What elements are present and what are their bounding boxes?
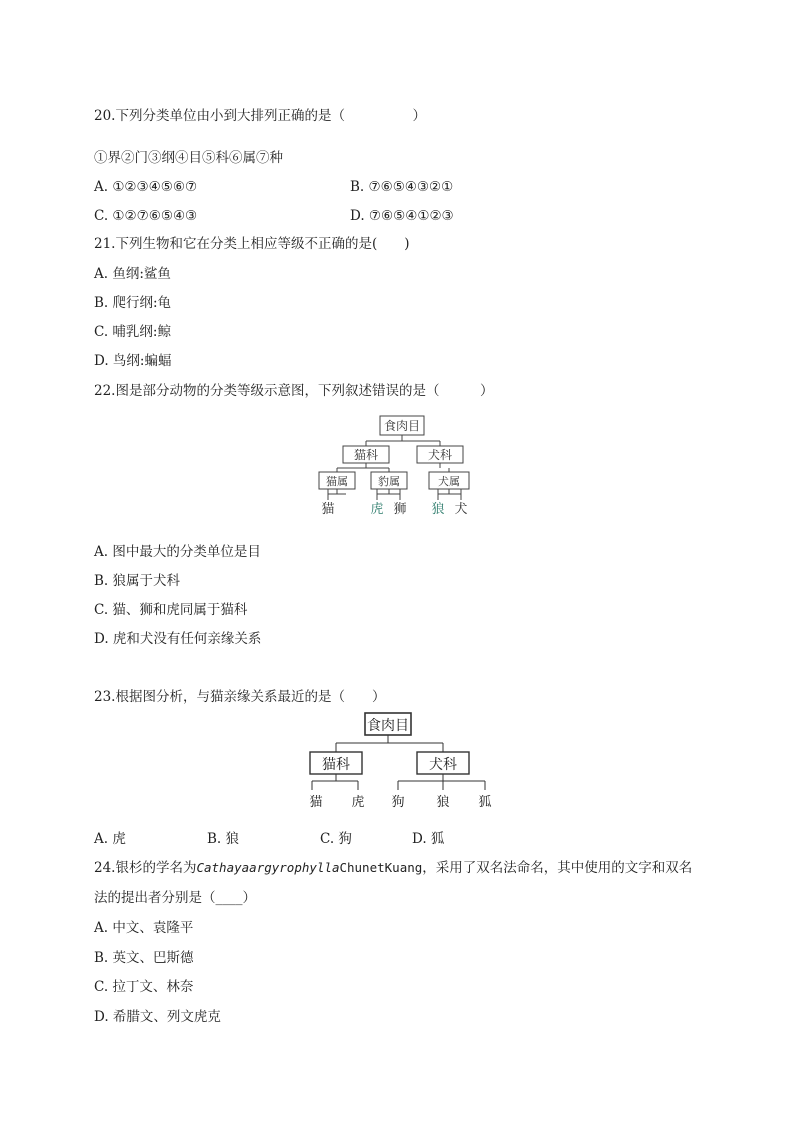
q22-node-family-cat: 猫科 bbox=[353, 448, 379, 462]
q21-option-b[interactable]: B. 爬行纲:龟 bbox=[94, 295, 172, 311]
q22-node-genus-panthera: 豹属 bbox=[378, 475, 400, 488]
q20-option-d[interactable]: D. ⑦⑥⑤④①②③ bbox=[350, 208, 454, 224]
q21-option-d[interactable]: D. 鸟纲:蝙蝠 bbox=[94, 353, 172, 369]
q23-node-family-dog: 犬科 bbox=[429, 757, 457, 773]
q23-leaf-wolf: 狼 bbox=[436, 795, 450, 810]
q23-option-a[interactable]: A. 虎 bbox=[94, 831, 126, 847]
q22-option-d[interactable]: D. 虎和犬没有任何亲缘关系 bbox=[94, 631, 262, 647]
q24-option-d[interactable]: D. 希腊文、列文虎克 bbox=[94, 1009, 221, 1025]
q21-option-a[interactable]: A. 鱼纲:鲨鱼 bbox=[94, 266, 171, 282]
q20-stem: 20.下列分类单位由小到大排列正确的是（ ） bbox=[94, 108, 426, 124]
q24-scientific-name: Cathayaargyrophylla bbox=[196, 860, 340, 875]
q24-scientific-author: ChunetKuang bbox=[339, 860, 423, 875]
q22-leaf-tiger: 虎 bbox=[370, 502, 384, 517]
q24-option-a[interactable]: A. 中文、袁隆平 bbox=[94, 920, 194, 936]
q22-leaf-lion: 狮 bbox=[393, 502, 407, 517]
q20-option-c[interactable]: C. ①②⑦⑥⑤④③ bbox=[94, 208, 198, 224]
q22-node-genus-canis: 犬属 bbox=[438, 475, 460, 488]
q24-stem bbox=[94, 858, 692, 878]
q23-option-b[interactable]: B. 狼 bbox=[207, 831, 240, 847]
q24-stem-prefix: 24.银杉的学名为 bbox=[94, 860, 197, 876]
q22-leaf-cat: 猫 bbox=[321, 502, 335, 517]
q23-stem: 23.根据图分析，与猫亲缘关系最近的是（ ） bbox=[94, 689, 386, 705]
q21-option-c[interactable]: C. 哺乳纲:鲸 bbox=[94, 324, 171, 340]
q20-sub: ①界②门③纲④目⑤科⑥属⑦种 bbox=[94, 150, 283, 166]
q23-classification-diagram bbox=[300, 710, 500, 814]
q22-classification-diagram bbox=[310, 412, 490, 520]
q24-stem-line2: 法的提出者分别是（____） bbox=[94, 890, 256, 906]
q21-stem: 21.下列生物和它在分类上相应等级不正确的是( ) bbox=[94, 236, 410, 252]
q22-option-a[interactable]: A. 图中最大的分类单位是目 bbox=[94, 544, 261, 560]
q22-leaf-dog: 犬 bbox=[454, 502, 468, 517]
q23-leaf-cat: 猫 bbox=[309, 795, 323, 810]
q23-leaf-tiger: 虎 bbox=[351, 795, 365, 810]
q22-leaf-wolf: 狼 bbox=[431, 502, 445, 517]
q22-node-family-dog: 犬科 bbox=[427, 448, 453, 462]
q23-leaf-fox: 狐 bbox=[478, 795, 492, 810]
q23-option-d[interactable]: D. 狐 bbox=[412, 831, 445, 847]
q23-node-family-cat: 猫科 bbox=[322, 757, 350, 773]
q24-stem-suffix: ，采用了双名法命名，其中使用的文字和双名 bbox=[422, 860, 693, 876]
q24-option-b[interactable]: B. 英文、巴斯德 bbox=[94, 950, 194, 966]
q23-node-order: 食肉目 bbox=[367, 718, 409, 734]
q22-stem: 22.图是部分动物的分类等级示意图，下列叙述错误的是（ ） bbox=[94, 383, 494, 399]
q22-option-b[interactable]: B. 狼属于犬科 bbox=[94, 573, 181, 589]
q24-option-c[interactable]: C. 拉丁文、林奈 bbox=[94, 979, 194, 995]
q23-leaf-dog: 狗 bbox=[391, 795, 405, 810]
q20-option-a[interactable]: A. ①②③④⑤⑥⑦ bbox=[94, 179, 198, 195]
q23-option-c[interactable]: C. 狗 bbox=[320, 831, 352, 847]
q22-option-c[interactable]: C. 猫、狮和虎同属于猫科 bbox=[94, 602, 248, 618]
q20-option-b[interactable]: B. ⑦⑥⑤④③②① bbox=[350, 179, 454, 195]
q22-node-genus-felis: 猫属 bbox=[326, 475, 348, 488]
q22-node-order: 食肉目 bbox=[383, 419, 421, 433]
